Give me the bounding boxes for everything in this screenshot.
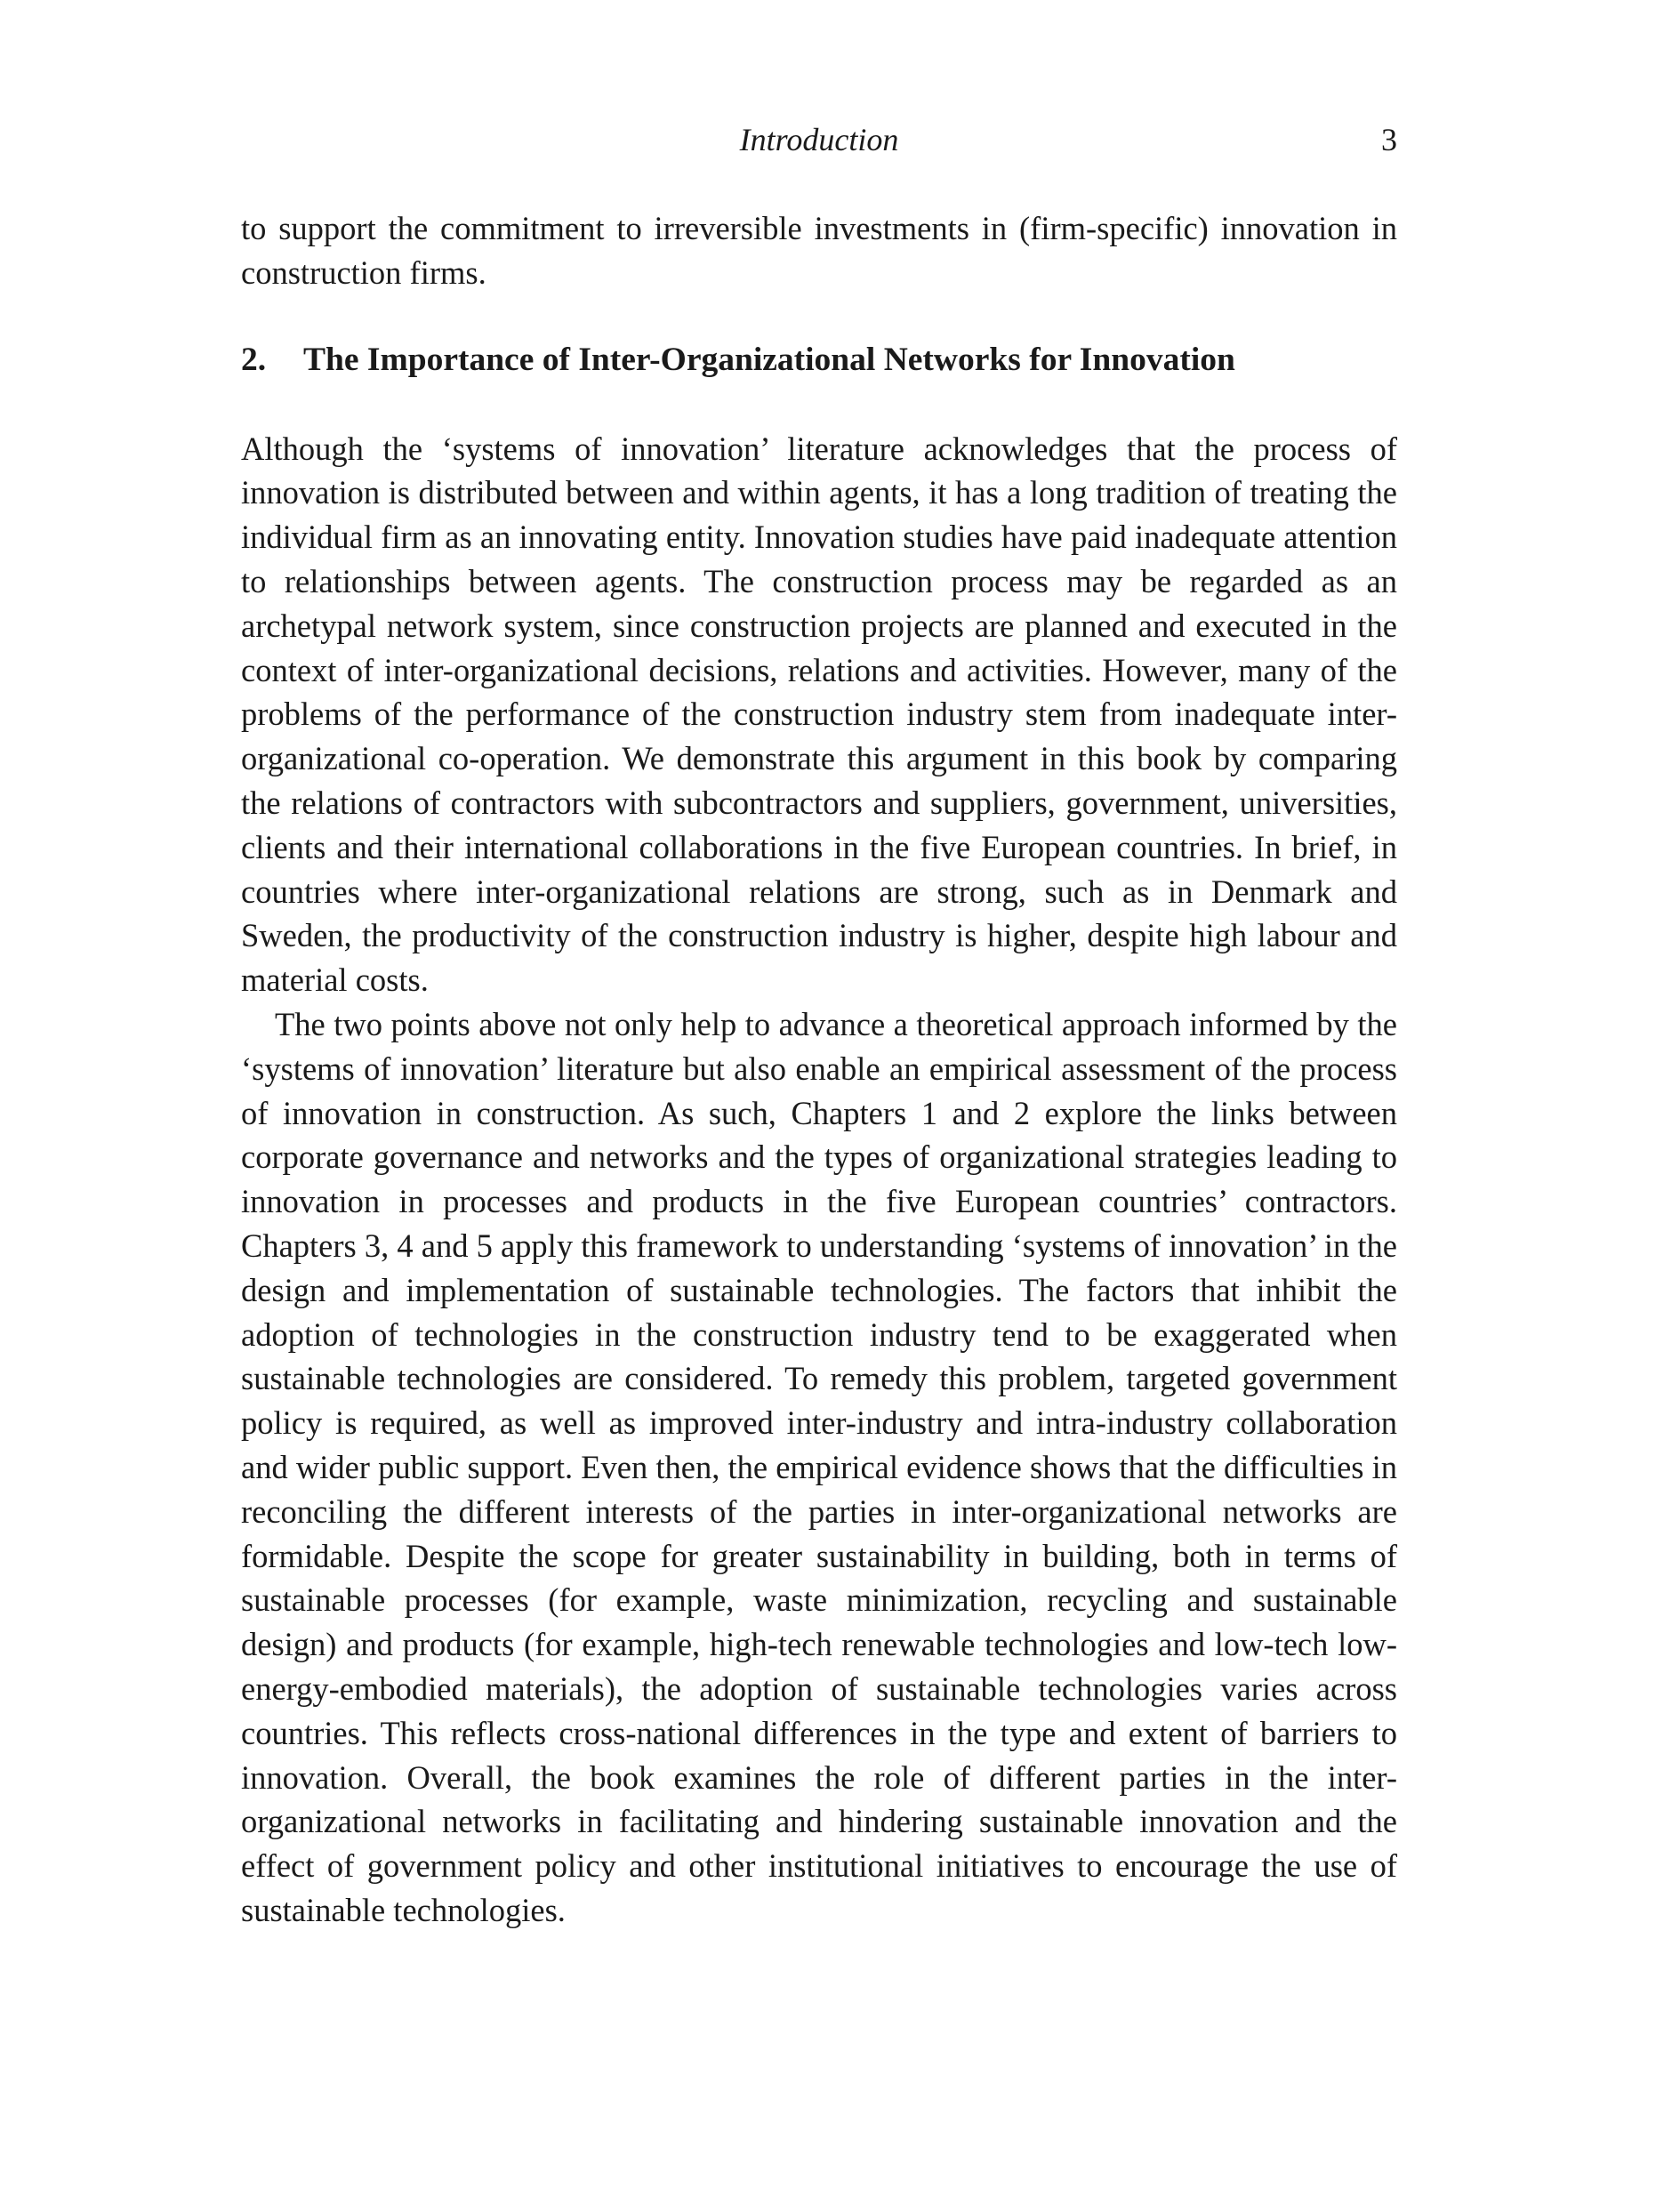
paragraph-2: The two points above not only help to advance a theoretical approach informed by the ‘systems of innovation’ literature but also enable an empirical assessment of the process of innovation in construction. As such, Chapters 1 and 2 explore the links between corporate governance and networks and the types of organizational strategies leading to innovation in processes and products in the five European countries’ contractors. Chapters 3, 4 and 5 apply this framework to understanding ‘systems of innovation’ in the design and implementation of sustainable technologies. The factors that inhibit the adoption of technologies in the construction industry tend to be exaggerated when sustainable technologies are considered. To remedy this problem, targeted government policy is required, as well as improved inter-industry and intra-industry collaboration and wider public support. Even then, the empirical evidence shows that the difficulties in reconciling the different interests of the parties in inter-organizational networks are formidable. Despite the scope for greater sustainability in building, both in terms of sustainable processes (for example, waste minimization, recycling and sustainable design) and products (for example, high-tech renewable technologies and low-tech low-energy-embodied materials), the adoption of sustainable technologies varies across countries. This reflects cross-national differences in the type and extent of barriers to innovation. Overall, the book examines the role of different parties in the inter-organizational networks in facilitating and hindering sustainable innovation and the effect of government policy and other institutional initiatives to encourage the use of sustainable technologies.	[241, 1005, 1397, 1928]
continued-paragraph: to support the commitment to irreversible investments in (firm-specific) innovation in construction firms.	[241, 210, 1397, 291]
page-number: 3	[1381, 122, 1397, 157]
paragraph-1: Although the ‘systems of innovation’ literature acknowledges that the process of innovation is distributed between and within agents, it has a long tradition of treating the individual firm as an innovating entity. Innovation studies have paid inadequate attention to relationships between agents. The construction process may be regarded as an archetypal network system, since construction projects are planned and executed in the context of inter-organizational decisions, relations and activities. However, many of the problems of the performance of the construction industry stem from inadequate inter-organizational co-operation. We demonstrate this argument in this book by comparing the relations of contractors with subcontractors and suppliers, government, universities, clients and their international collaborations in the five European countries. In brief, in countries where inter-organizational relations are strong, such as in Denmark and Sweden, the productivity of the construction industry is higher, despite high labour and material costs.	[241, 430, 1397, 999]
running-head	[241, 117, 1397, 162]
section-heading	[241, 338, 1397, 382]
running-title: Introduction	[739, 122, 899, 157]
section-title: The Importance of Inter-Organizational Networks for Innovation	[303, 341, 1235, 378]
page-body	[241, 206, 1397, 1933]
section-number: 2.	[241, 341, 267, 378]
